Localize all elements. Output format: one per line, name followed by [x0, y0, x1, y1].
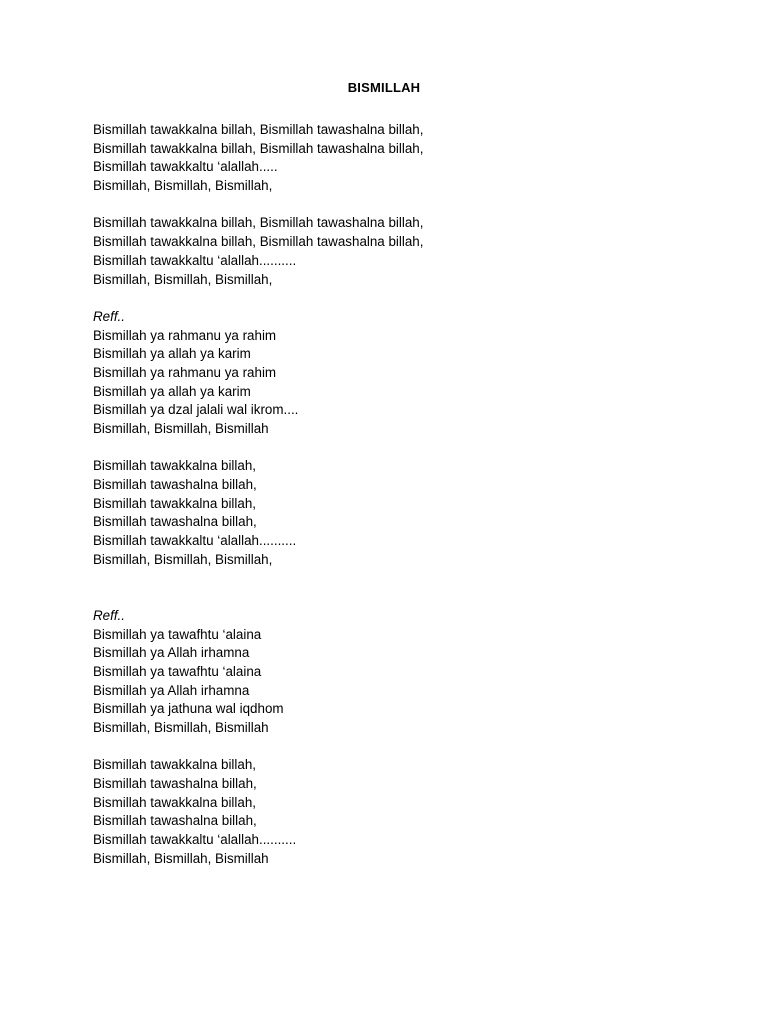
- lyric-line: Bismillah ya rahmanu ya rahim: [93, 327, 277, 343]
- lyric-line: Bismillah tawakkaltu ‘alallah..........: [93, 252, 297, 268]
- stanza-2: [93, 214, 693, 289]
- page-title: BISMILLAH: [347, 80, 421, 95]
- lyric-line: Bismillah ya tawafhtu ‘alaina: [93, 663, 262, 679]
- lyric-line: Bismillah ya Allah irhamna: [93, 682, 250, 698]
- stanza-3-reff: [93, 308, 693, 439]
- lyric-line: Bismillah tawashalna billah,: [93, 776, 257, 792]
- lyric-line: Bismillah, Bismillah, Bismillah,: [93, 271, 273, 287]
- lyric-line: Bismillah ya tawafhtu ‘alaina: [93, 626, 262, 642]
- lyric-line: Bismillah ya allah ya karim: [93, 383, 251, 399]
- lyric-line: Bismillah ya Allah irhamna: [93, 645, 250, 661]
- lyric-line: Bismillah, Bismillah, Bismillah: [93, 421, 269, 436]
- lyric-line: Bismillah tawakkalna billah,: [93, 458, 256, 474]
- reff-label: Reff..: [93, 607, 125, 623]
- lyric-line: Bismillah tawakkaltu ‘alallah..........: [93, 533, 297, 549]
- lyric-line: Bismillah tawashalna billah,: [93, 514, 257, 530]
- stanza-5-reff: [93, 607, 693, 738]
- reff-label: Reff..: [93, 308, 125, 324]
- lyric-line: Bismillah tawakkalna billah, Bismillah tawashalna billah,: [93, 140, 424, 156]
- lyric-line: Bismillah ya allah ya karim: [93, 346, 251, 362]
- lyric-line: Bismillah tawakkalna billah,: [93, 757, 256, 773]
- lyric-line: Bismillah tawakkalna billah, Bismillah tawashalna billah,: [93, 215, 424, 231]
- lyric-line: Bismillah tawashalna billah,: [93, 477, 257, 493]
- lyric-line: Bismillah tawakkalna billah,: [93, 794, 256, 810]
- lyrics-body: [93, 121, 693, 887]
- lyric-line: Bismillah ya dzal jalali wal ikrom....: [93, 402, 299, 418]
- lyric-line: Bismillah, Bismillah, Bismillah,: [93, 551, 273, 567]
- lyric-line: Bismillah ya rahmanu ya rahim: [93, 364, 277, 380]
- lyric-line: Bismillah, Bismillah, Bismillah: [93, 850, 269, 866]
- lyric-line: Bismillah tawakkaltu ‘alallah.....: [93, 159, 278, 175]
- lyric-line: Bismillah, Bismillah, Bismillah: [93, 720, 269, 736]
- stanza-4: [93, 457, 693, 569]
- lyric-line: Bismillah tawakkalna billah, Bismillah tawashalna billah,: [93, 234, 424, 250]
- lyric-line: Bismillah tawakkaltu ‘alallah..........: [93, 832, 297, 848]
- stanza-1: [93, 121, 693, 196]
- lyric-line: Bismillah tawakkalna billah, Bismillah tawashalna billah,: [93, 122, 424, 137]
- lyric-line: Bismillah tawakkalna billah,: [93, 495, 256, 511]
- stanza-6: [93, 756, 693, 868]
- lyric-line: Bismillah, Bismillah, Bismillah,: [93, 178, 273, 194]
- lyric-line: Bismillah ya jathuna wal iqdhom: [93, 701, 284, 717]
- lyric-line: Bismillah tawashalna billah,: [93, 813, 257, 829]
